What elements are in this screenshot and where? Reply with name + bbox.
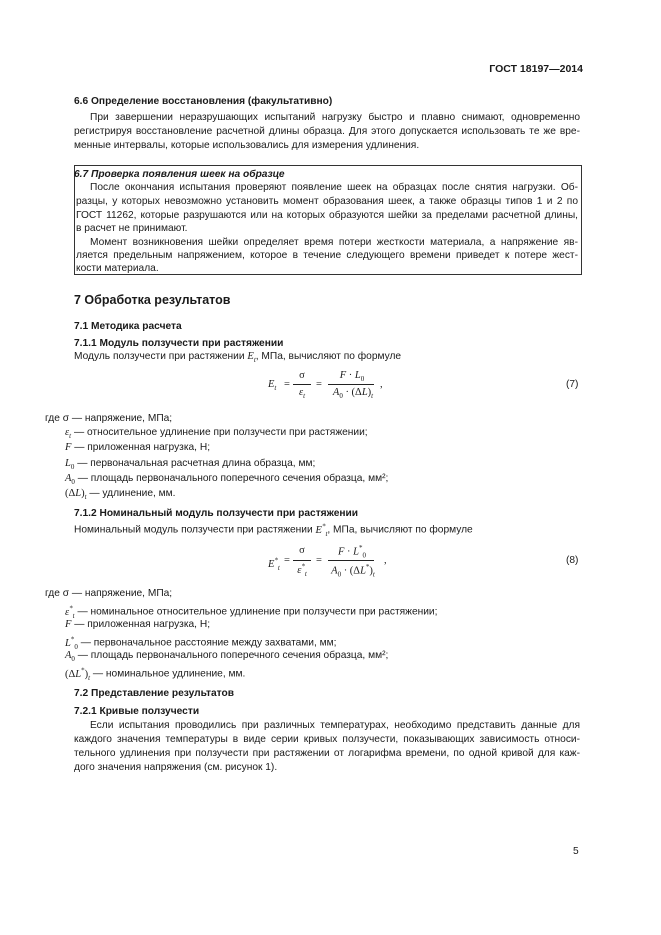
s712-intro: Номинальный модуль ползучести при растяжении $E^*_t$, МПа, вычисляют по формуле: [74, 522, 473, 538]
s67-line-2: разцы, у которых невозможно установить момент образования шеек, а также образцы типов 1 и 2 по: [76, 196, 578, 207]
s67-line-4: в расчет не принимают.: [76, 223, 188, 234]
s711-intro: Модуль ползучести при растяжении $E_t$, МПа, вычисляют по формуле: [74, 351, 402, 365]
s67-line-7: кости материала.: [76, 263, 159, 274]
s711-def-5: $(\Delta L)_t$ — удлинение, мм.: [65, 488, 176, 502]
section-7-title: 7 Обработка результатов: [74, 293, 231, 307]
section-7-1-1-title: 7.1.1 Модуль ползучести при растяжении: [74, 338, 284, 349]
s711-def-4: $A_0$ — площадь первоначального поперечного сечения образца, мм²;: [65, 473, 389, 487]
s721-line-1: Если испытания проводились при различных температурах, необходимо представить данные для: [90, 720, 580, 731]
section-6-6-title: 6.6 Определение восстановления (факультативно): [74, 96, 333, 107]
page-number: 5: [573, 846, 579, 857]
document-number: ГОСТ 18197—2014: [489, 63, 583, 75]
s712-def-1: $\varepsilon^*_t$ — номинальное относительное удлинение при ползучести при растяжении;: [65, 604, 438, 620]
s66-line-2: регистрируя восстановление расчетной длины образца. Для этого допускается использовать те же вре-: [74, 126, 580, 137]
section-7-1-title: 7.1 Методика расчета: [74, 321, 182, 332]
s721-line-4: дого значения напряжения (см. рисунок 1).: [74, 762, 278, 773]
s67-line-6: ляется предельным напряжением, которое в течение следующего времени приведет к потере жест-: [76, 250, 578, 261]
equation-number-8: (8): [566, 555, 579, 566]
section-7-2-1-title: 7.2.1 Кривые ползучести: [74, 706, 200, 717]
s711-def-2: F — приложенная нагрузка, Н;: [65, 442, 211, 453]
s712-def-4: $A_0$ — площадь первоначального поперечного сечения образца, мм²;: [65, 650, 389, 664]
s712-where-lead: где σ — напряжение, МПа;: [45, 588, 173, 599]
s711-def-1: $\varepsilon_t$ — относительное удлинение при ползучести при растяжении;: [65, 427, 368, 441]
s67-line-5: Момент возникновения шейки определяет время потери жесткости материала, а напряжение яв-: [90, 237, 578, 248]
s66-line-1: При завершении неразрушающих испытаний нагрузку быстро и плавно снимают, одновременно: [90, 112, 580, 123]
s711-where-lead: где σ — напряжение, МПа;: [45, 413, 173, 424]
s721-line-2: каждого значения температуры в виде серии кривых ползучести, показывающих зависимость относи-: [74, 734, 580, 745]
s67-line-1: После окончания испытания проверяют появление шеек на образцах после снятия нагрузки. Об-: [90, 182, 578, 193]
s712-def-3: $L^*_0$ — первоначальное расстояние между захватами, мм;: [65, 635, 337, 651]
s712-def-2: F — приложенная нагрузка, Н;: [65, 619, 211, 630]
s67-line-3: ГОСТ 11262, которые разрушаются или на которых образуются шейки за пределами расчетной длины,: [76, 210, 578, 221]
s712-def-5: $(\Delta L^*)_t$ — номинальное удлинение, мм.: [65, 666, 246, 682]
equation-number-7: (7): [566, 379, 579, 390]
s66-line-3: менные интервалы, которые использовались для измерения удлинения.: [74, 140, 420, 151]
section-7-2-title: 7.2 Представление результатов: [74, 688, 234, 699]
s721-line-3: тельного удлинения при ползучести при растяжении от логарифма времени, по одной кривой для каж-: [74, 748, 580, 759]
section-6-7-title: 6.7 Проверка появления шеек на образце: [74, 169, 285, 180]
s711-def-3: $L_0$ — первоначальная расчетная длина образца, мм;: [65, 458, 316, 472]
section-7-1-2-title: 7.1.2 Номинальный модуль ползучести при растяжении: [74, 508, 359, 519]
